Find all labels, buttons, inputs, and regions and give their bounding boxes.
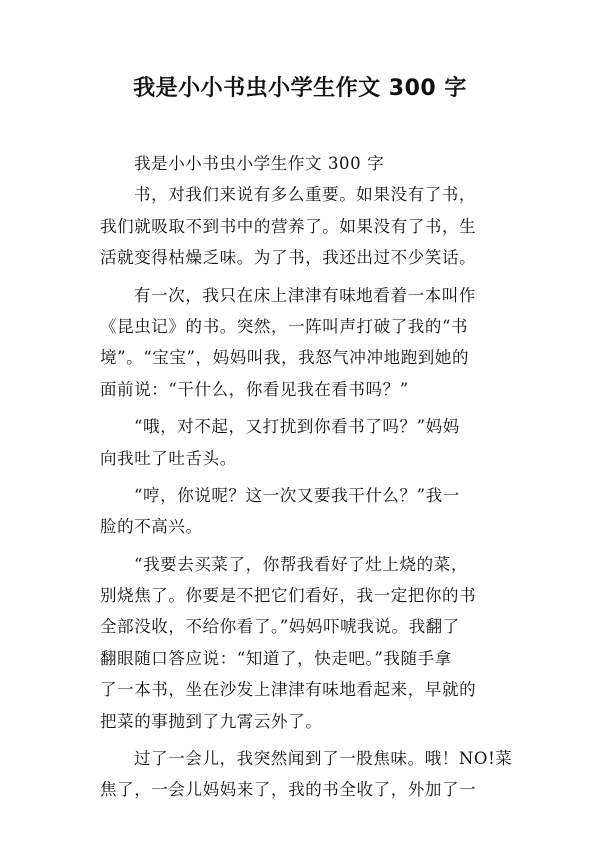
body-line: 书，对我们来说有多么重要。如果没有了书，: [134, 185, 476, 205]
document-body: [100, 148, 530, 806]
body-line: “我要去买菜了，你帮我看好了灶上烧的菜，: [134, 554, 468, 574]
body-line: 《昆虫记》的书。突然，一阵叫声打破了我的“书: [100, 316, 469, 336]
body-line: 我是小小书虫小学生作文 300 字: [134, 154, 385, 173]
body-line: 把菜的事抛到了九霄云外了。: [100, 711, 323, 731]
body-line: 活就变得枯燥乏味。为了书，我还出过不少笑话。: [100, 248, 477, 268]
body-line: “哦，对不起，又打扰到你看书了吗？”妈妈: [134, 417, 460, 437]
body-line: 境”。“宝宝”，妈妈叫我，我怒气冲冲地跑到她的: [100, 348, 470, 368]
body-line: 有一次，我只在床上津津有味地看着一本叫作: [134, 285, 476, 305]
body-line: 了一本书，坐在沙发上津津有味地看起来，早就的: [100, 680, 477, 700]
body-line: 翻眼随口答应说：“知道了，快走吧。”我随手拿: [100, 648, 452, 668]
body-line: 面前说：“干什么，你看见我在看书吗？”: [100, 379, 409, 399]
body-line: 过了一会儿，我突然闻到了一股焦味。哦！NO!菜: [134, 749, 513, 769]
body-line: “哼，你说呢？这一次又要我干什么？”我一: [134, 485, 460, 505]
body-line: 我们就吸取不到书中的营养了。如果没有了书，生: [100, 216, 477, 236]
body-line: 向我吐了吐舌头。: [100, 448, 237, 468]
document-title: 我是小小书虫小学生作文 300 字: [133, 76, 467, 101]
body-line: 脸的不高兴。: [100, 517, 203, 537]
body-line: 全部没收，不给你看了。”妈妈吓唬我说。我翻了: [100, 617, 460, 637]
body-line: 焦了，一会儿妈妈来了，我的书全收了，外加了一: [100, 780, 477, 800]
body-line: 别烧焦了。你要是不把它们看好，我一定把你的书: [100, 586, 477, 606]
